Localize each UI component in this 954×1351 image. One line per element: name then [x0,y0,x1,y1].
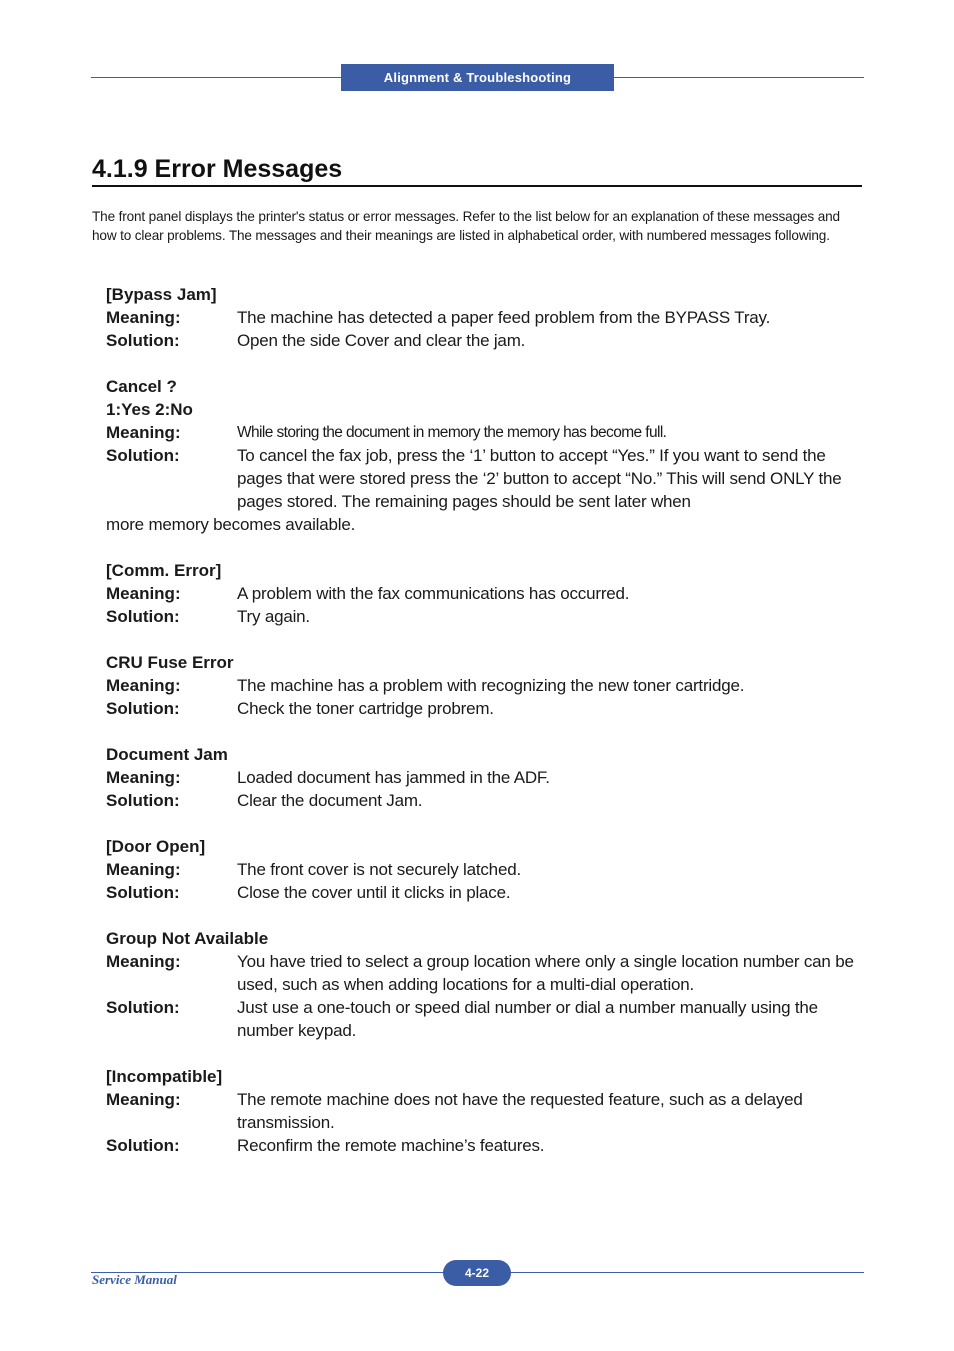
solution-label: Solution: [106,998,180,1017]
meaning-label: Meaning: [106,308,181,327]
solution-text: Close the cover until it clicks in place. [237,883,511,902]
meaning-label: Meaning: [106,423,181,442]
meaning-label: Meaning: [106,584,181,603]
solution-row [106,996,866,1042]
error-name: [Bypass Jam] [106,285,217,304]
solution-text: Check the toner cartridge probrem. [237,699,494,718]
error-entry [106,375,866,536]
meaning-text: You have tried to select a group location where only a single location number can be used, such as when adding locations for a multi-dial operation. [237,952,854,994]
page-number-badge: 4-22 [443,1260,511,1286]
solution-label: Solution: [106,331,180,350]
solution-text: Clear the document Jam. [237,791,423,810]
error-name: CRU Fuse Error [106,653,234,672]
error-name: [Incompatible] [106,1067,223,1086]
intro-paragraph: The front panel displays the printer's status or error messages. Refer to the list below for an explanation of these messages and how to clear problems. The messages and their meanings are listed in alphabetical order, with numbered messages following. [92,209,840,244]
error-entry [106,835,866,904]
solution-label: Solution: [106,607,180,626]
error-name: Group Not Available [106,929,269,948]
solution-label: Solution: [106,1136,180,1155]
error-entry [106,1065,866,1157]
solution-continuation: more memory becomes available. [106,515,356,534]
meaning-row [106,950,866,996]
error-entry [106,927,866,1042]
error-entry [106,283,866,352]
footer-manual-label: Service Manual [92,1272,177,1287]
solution-row [106,789,866,812]
meaning-label: Meaning: [106,768,181,787]
section-header-tab: Alignment & Troubleshooting [341,64,614,91]
error-entry [106,559,866,628]
solution-label: Solution: [106,791,180,810]
solution-row [106,697,866,720]
solution-text: To cancel the fax job, press the ‘1’ button to accept “Yes.” If you want to send the pages that were stored press the ‘2’ button to accept “No.” This will send ONLY the pages stored. The remaining pages should be sent later when [237,446,842,511]
meaning-label: Meaning: [106,952,181,971]
solution-text: Reconfirm the remote machine’s features. [237,1136,545,1155]
meaning-row [106,674,866,697]
error-entry [106,743,866,812]
meaning-text: A problem with the fax communications has occurred. [237,584,630,603]
meaning-label: Meaning: [106,860,181,879]
solution-text: Try again. [237,607,310,626]
solution-label: Solution: [106,446,180,465]
meaning-text: The machine has a problem with recognizing the new toner cartridge. [237,676,745,695]
meaning-row [106,582,866,605]
solution-row [106,881,866,904]
solution-label: Solution: [106,699,180,718]
solution-row [106,1134,866,1157]
page-title: 4.1.9 Error Messages [92,154,862,187]
meaning-text: The machine has detected a paper feed problem from the BYPASS Tray. [237,308,771,327]
error-name: Document Jam [106,745,228,764]
meaning-text: Loaded document has jammed in the ADF. [237,768,550,787]
meaning-text: While storing the document in memory the memory has become full. [237,424,667,441]
meaning-label: Meaning: [106,676,181,695]
solution-row [106,329,866,352]
meaning-row [106,306,866,329]
error-name: [Door Open] [106,837,206,856]
error-entry [106,651,866,720]
meaning-text: The front cover is not securely latched. [237,860,521,879]
solution-text: Open the side Cover and clear the jam. [237,331,526,350]
error-message-list [106,283,866,1180]
meaning-row [106,1088,866,1134]
solution-row [106,605,866,628]
meaning-row [106,766,866,789]
solution-text: Just use a one-touch or speed dial number or dial a number manually using the number keypad. [237,998,818,1040]
error-name-line2: 1:Yes 2:No [106,400,193,419]
meaning-row [106,421,866,444]
meaning-label: Meaning: [106,1090,181,1109]
meaning-row [106,858,866,881]
error-name: [Comm. Error] [106,561,222,580]
solution-row [106,444,866,513]
solution-label: Solution: [106,883,180,902]
error-name: Cancel ? [106,377,177,396]
meaning-text: The remote machine does not have the requested feature, such as a delayed transmission. [237,1090,803,1132]
